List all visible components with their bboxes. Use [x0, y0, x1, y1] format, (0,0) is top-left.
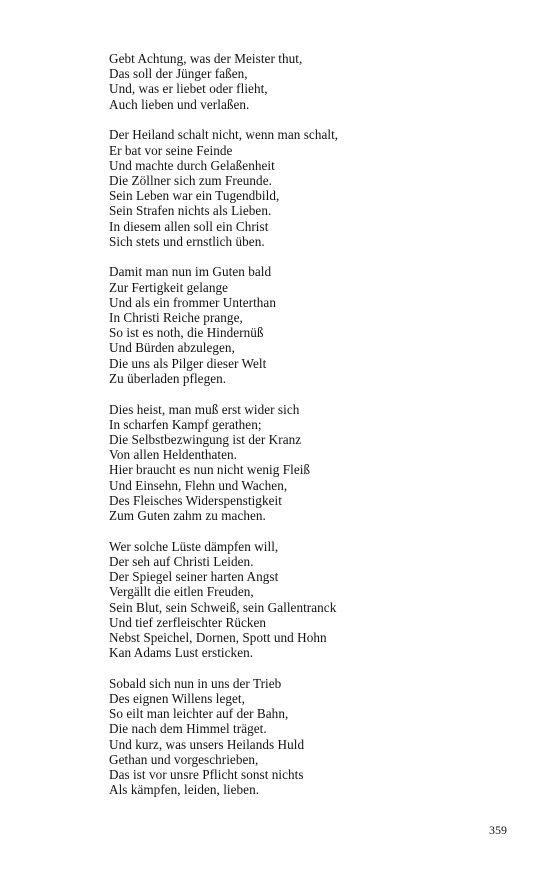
- verse-line: Und als ein frommer Unterthan: [109, 294, 276, 310]
- verse-line: Vergällt die eitlen Freuden,: [109, 584, 254, 600]
- verse-line: Die nach dem Himmel träget.: [109, 721, 267, 737]
- verse-line: Nebst Speichel, Dornen, Spott und Hohn: [109, 629, 327, 645]
- verse-line: Sein Strafen nichts als Lieben.: [109, 203, 272, 219]
- verse-line: Und, was er liebet oder flieht,: [109, 81, 268, 97]
- verse-line: Auch lieben und verlaßen.: [109, 96, 250, 112]
- verse-line: Sein Blut, sein Schweiß, sein Gallentranck: [109, 599, 337, 615]
- verse-line: Die Zöllner sich zum Freunde.: [109, 172, 272, 188]
- verse-line: Gebt Achtung, was der Meister thut,: [109, 51, 303, 66]
- stanza: [109, 539, 509, 661]
- verse-line: Zu überladen pflegen.: [109, 370, 227, 386]
- verse-line: Und Bürden abzulegen,: [109, 340, 235, 356]
- verse-line: Und Einsehn, Flehn und Wachen,: [109, 477, 288, 493]
- stanza: [109, 264, 509, 386]
- verse-line: In scharfen Kampf gerathen;: [109, 416, 262, 432]
- verse-line: So ist es noth, die Hindernüß: [109, 325, 264, 341]
- stanza: [109, 676, 509, 798]
- verse-line: Die Selbstbezwingung ist der Kranz: [109, 431, 302, 447]
- verse-line: Damit man nun im Guten bald: [109, 264, 272, 280]
- verse-line: In Christi Reiche prange,: [109, 310, 243, 326]
- verse-line: Und machte durch Gelaßenheit: [109, 157, 275, 173]
- verse-line: Der Spiegel seiner harten Angst: [109, 569, 279, 585]
- stanza: [109, 51, 509, 112]
- verse-line: Gethan und vorgeschrieben,: [109, 751, 259, 767]
- stanza: [109, 127, 509, 249]
- verse-line: So eilt man leichter auf der Bahn,: [109, 706, 289, 722]
- verse-line: Wer solche Lüste dämpfen will,: [109, 538, 279, 554]
- verse-line: In diesem allen soll ein Christ: [109, 218, 269, 234]
- verse-line: Sein Leben war ein Tugendbild,: [109, 188, 280, 204]
- verse-line: Sich stets und ernstlich üben.: [109, 233, 265, 249]
- verse-line: Dies heist, man muß erst wider sich: [109, 401, 300, 417]
- verse-line: Von allen Heldenthaten.: [109, 447, 237, 463]
- verse-line: Das soll der Jünger faßen,: [109, 66, 248, 82]
- verse-line: Des Fleisches Widerspenstigkeit: [109, 492, 282, 508]
- verse-line: Er bat vor seine Feinde: [109, 142, 233, 158]
- page-number: 359: [489, 823, 507, 837]
- verse-line: Und kurz, was unsers Heilands Huld: [109, 736, 305, 752]
- verse-line: Hier braucht es nun nicht wenig Fleiß: [109, 462, 311, 478]
- verse-line: Der Heiland schalt nicht, wenn man schalt,: [109, 127, 339, 143]
- verse-line: Die uns als Pilger dieser Welt: [109, 355, 267, 371]
- verse-line: Das ist vor unsre Pflicht sonst nichts: [109, 767, 304, 783]
- verse-line: Zur Fertigkeit gelange: [109, 279, 229, 295]
- verse-line: Kan Adams Lust ersticken.: [109, 645, 254, 661]
- verse-line: Und tief zerfleischter Rücken: [109, 614, 267, 630]
- verse-line: Sobald sich nun in uns der Trieb: [109, 675, 282, 691]
- poem: [109, 51, 509, 813]
- verse-line: Der seh auf Christi Leiden.: [109, 553, 254, 569]
- verse-line: Als kämpfen, leiden, lieben.: [109, 782, 260, 798]
- verse-line: Des eignen Willens leget,: [109, 691, 245, 707]
- stanza: [109, 402, 509, 524]
- verse-line: Zum Guten zahm zu machen.: [109, 507, 266, 523]
